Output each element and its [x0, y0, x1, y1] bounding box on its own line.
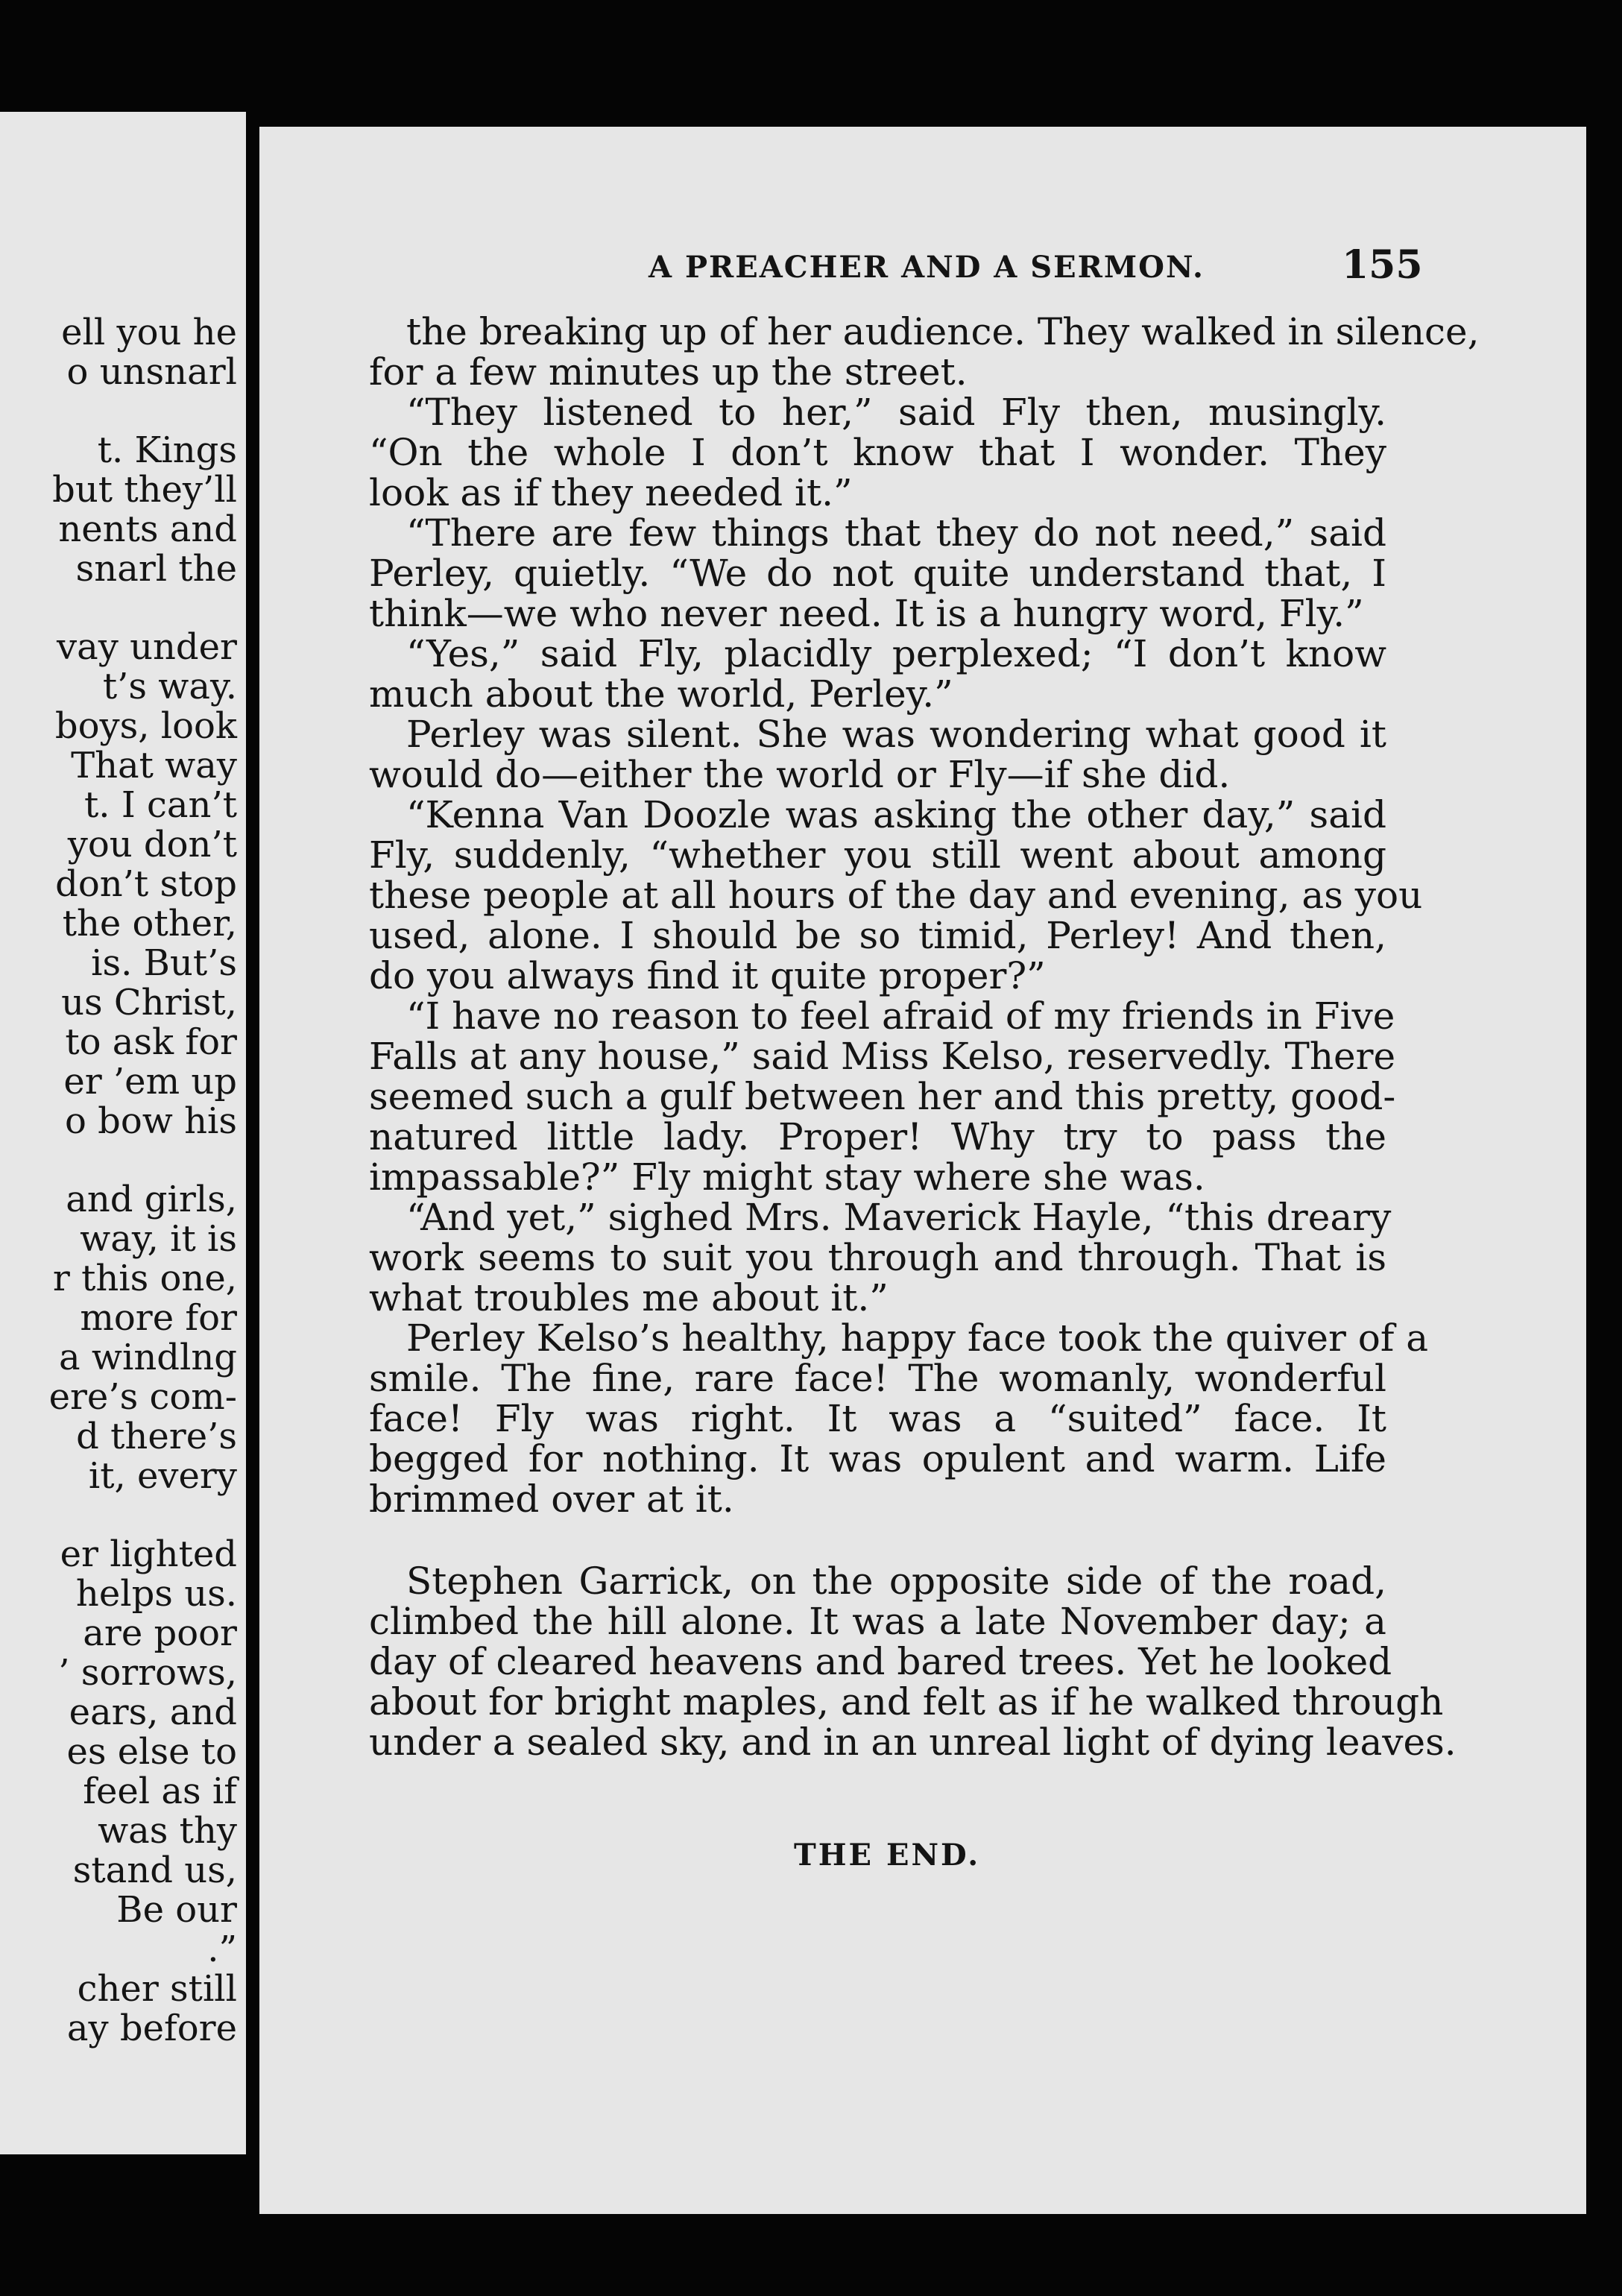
facing-page-line: and girls,	[66, 1179, 237, 1220]
text-line: would do—either the world or Fly—if she did.	[369, 753, 1231, 796]
running-head: A PREACHER AND A SERMON.	[649, 250, 1205, 285]
facing-page-line: boys, look	[54, 705, 237, 747]
text-line: for a few minutes up the street.	[369, 350, 968, 394]
facing-page-line: t’s way.	[102, 666, 237, 707]
facing-page-text	[0, 313, 237, 2049]
text-line: seemed such a gulf between her and this pretty, good-	[369, 1075, 1396, 1118]
the-end: THE END.	[794, 1838, 981, 1873]
text-line: work seems to suit you through and through. That is	[369, 1236, 1386, 1279]
facing-page-line: er lighted	[60, 1533, 237, 1575]
facing-page-line: a windlng	[59, 1337, 237, 1378]
text-line: impassable?” Fly might stay where she was.	[369, 1155, 1205, 1199]
facing-page-line: is. But’s	[91, 942, 237, 984]
text-line: “On the whole I don’t know that I wonder. They	[369, 431, 1386, 474]
body-text	[369, 310, 1480, 1764]
facing-page-line: er ’em up	[63, 1061, 237, 1103]
facing-page-line: you don’t	[67, 824, 237, 865]
facing-page-line: but they’ll	[52, 469, 237, 511]
facing-page-line: nents and	[58, 508, 237, 550]
paragraph	[369, 634, 1386, 714]
facing-page-line	[0, 1496, 237, 1535]
facing-page-line: ’ sorrows,	[58, 1652, 237, 1694]
facing-page-line: ere’s com-	[48, 1376, 237, 1418]
page-number: 155	[1342, 242, 1423, 288]
text-line: about for bright maples, and felt as if he walked through	[369, 1680, 1444, 1723]
text-line: used, alone. I should be so timid, Perley! And then,	[369, 914, 1386, 957]
facing-page-line: t. Kings	[97, 429, 237, 471]
text-line: climbed the hill alone. It was a late November day; a	[369, 1600, 1386, 1643]
text-line: “And yet,” sighed Mrs. Maverick Hayle, “this dreary	[406, 1196, 1392, 1239]
text-line: Perley, quietly. “We do not quite understand that, I	[369, 552, 1386, 595]
facing-page-line: it, every	[88, 1455, 237, 1497]
facing-page-line: to ask for	[65, 1021, 237, 1063]
text-line: “There are few things that they do not need,” said	[406, 511, 1386, 555]
facing-page-line: vay under	[56, 626, 237, 668]
facing-page-line: was thy	[98, 1810, 237, 1852]
text-line: smile. The fine, rare face! The womanly, wonderful	[369, 1357, 1386, 1400]
facing-page	[0, 112, 246, 2154]
text-line: begged for nothing. It was opulent and warm. Life	[369, 1437, 1386, 1480]
text-line: Stephen Garrick, on the opposite side of the road,	[406, 1559, 1386, 1603]
text-line: under a sealed sky, and in an unreal light of dying leaves.	[369, 1721, 1457, 1764]
paragraph	[369, 513, 1386, 634]
facing-page-line: are poor	[83, 1612, 237, 1654]
text-line: the breaking up of her audience. They walked in silence,	[406, 310, 1480, 353]
facing-page-line: feel as if	[83, 1770, 237, 1812]
facing-page-line: r this one,	[52, 1258, 237, 1299]
paragraph	[369, 1196, 1392, 1319]
facing-page-line: es else to	[66, 1731, 237, 1773]
text-line: what troubles me about it.”	[369, 1276, 889, 1319]
facing-page-line: o unsnarl	[66, 351, 237, 393]
text-line: natured little lady. Proper! Why try to pass the	[369, 1115, 1386, 1158]
facing-page-line: the other,	[62, 903, 237, 944]
facing-page-line	[0, 1141, 237, 1180]
facing-page-line: way, it is	[80, 1218, 237, 1260]
facing-page-line: .”	[207, 1928, 237, 1970]
text-line: “I have no reason to feel afraid of my friends in Five	[406, 994, 1395, 1038]
facing-page-line	[0, 392, 237, 431]
facing-page-line: ay before	[66, 2008, 237, 2049]
paragraph	[369, 392, 1386, 513]
paragraph	[369, 793, 1423, 997]
facing-page-line: don’t stop	[55, 863, 237, 905]
paragraph	[369, 994, 1396, 1199]
text-line: think—we who never need. It is a hungry word, Fly.”	[369, 592, 1364, 635]
text-line: these people at all hours of the day and evening, as you	[369, 874, 1423, 917]
facing-page-line: ell you he	[61, 312, 237, 353]
facing-page-line: Be our	[116, 1889, 237, 1931]
paragraph	[369, 310, 1480, 394]
facing-page-line: cher still	[77, 1968, 237, 2010]
paragraph	[369, 1559, 1457, 1764]
text-line: “They listened to her,” said Fly then, musingly.	[406, 391, 1386, 434]
facing-page-line: more for	[80, 1297, 237, 1339]
facing-page-line: d there’s	[76, 1416, 237, 1457]
section-break	[369, 1519, 1386, 1561]
facing-page-line	[0, 589, 237, 628]
text-line: Perley was silent. She was wondering what good it	[406, 713, 1386, 756]
text-line: “Kenna Van Doozle was asking the other day,” said	[406, 793, 1386, 836]
text-line: brimmed over at it.	[369, 1477, 734, 1521]
facing-page-line: ears, and	[69, 1691, 237, 1733]
text-line: Falls at any house,” said Miss Kelso, reservedly. There	[369, 1035, 1396, 1078]
text-line: much about the world, Perley.”	[369, 672, 953, 716]
facing-page-line: t. I can’t	[84, 784, 237, 826]
facing-page-line: stand us,	[72, 1849, 237, 1891]
facing-page-line: us Christ,	[61, 982, 237, 1024]
text-line: day of cleared heavens and bared trees. Yet he looked	[369, 1640, 1392, 1683]
facing-page-line: snarl the	[75, 548, 237, 590]
facing-page-line: That way	[71, 745, 237, 786]
paragraph	[369, 714, 1386, 795]
facing-page-line: o bow his	[64, 1100, 237, 1142]
text-line: look as if they needed it.”	[369, 471, 853, 514]
facing-page-line: helps us.	[75, 1573, 237, 1615]
text-line: do you always find it quite proper?”	[369, 954, 1046, 997]
text-line: “Yes,” said Fly, placidly perplexed; “I don’t know	[406, 632, 1386, 675]
paragraph	[369, 1316, 1429, 1521]
text-line: Perley Kelso’s healthy, happy face took the quiver of a	[406, 1316, 1429, 1360]
text-line: Fly, suddenly, “whether you still went about among	[369, 833, 1386, 877]
text-line: face! Fly was right. It was a “suited” face. It	[369, 1397, 1386, 1440]
